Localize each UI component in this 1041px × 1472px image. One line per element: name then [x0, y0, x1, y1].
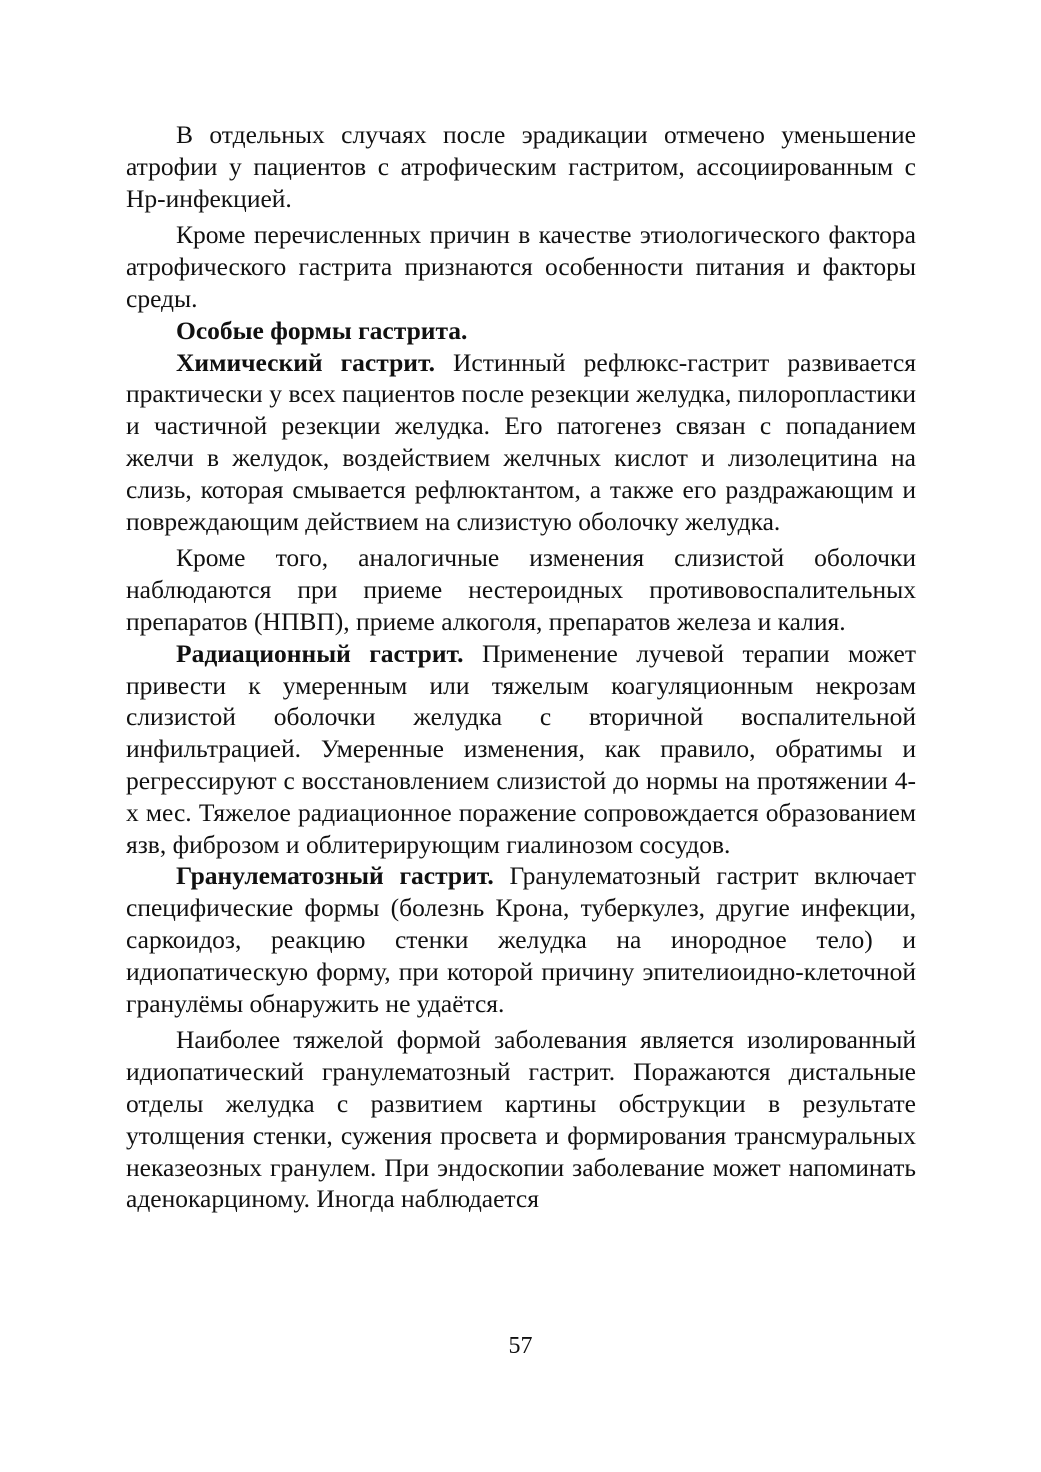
paragraph-text: Гранулематозный гастрит включает специфические формы (болезнь Крона, туберкулез, другие инфекции, саркоидоз, реакцию стенки желудка на инородное тело) и идиопатическую форму, при которой причину эпителиоидно-клеточной гранулёмы обнаружить не удаётся. — [126, 861, 916, 1018]
paragraph-text: Кроме перечисленных причин в качестве этиологического фактора атрофического гастрита признаются особенности питания и факторы среды. — [126, 220, 916, 313]
page-body — [126, 119, 916, 1215]
section-heading: Особые формы гастрита. — [176, 315, 468, 345]
page-number: 57 — [508, 1333, 533, 1359]
paragraph-text: Истинный рефлюкс-гастрит развивается практически у всех пациентов после резекции желудка, пилоропластики и частичной резекции желудка. Его патогенез связан с попаданием желчи в желудок, воздействием желчных кислот и лизолецитина на слизь, которая смывается рефлюктантом, а также его раздражающим и повреждающим действием на слизистую оболочку желудка. — [126, 347, 916, 536]
paragraph-eradication — [126, 119, 916, 214]
paragraph-nsaid — [126, 542, 916, 637]
paragraph-etiology — [126, 219, 916, 314]
paragraph-text: Наиболее тяжелой формой заболевания является изолированный идиопатический гранулематозный гастрит. Поражаются дистальные отделы желудка с развитием картины обструкции в результате утолщения стенки, сужения просвета и формирования трансмуральных неказеозных гранулем. При эндоскопии заболевание может напоминать аденокарциному. Иногда наблюдается — [126, 1025, 916, 1214]
paragraph-text: В отдельных случаях после эрадикации отмечено уменьшение атрофии у пациентов с атрофическим гастритом, ассоциированным с Нр-инфекцией. — [126, 120, 916, 213]
paragraph-idiopathic — [126, 1024, 916, 1215]
paragraph-text: Кроме того, аналогичные изменения слизистой оболочки наблюдаются при приеме нестероидных противовоспалительных препаратов (НПВП), приеме алкоголя, препаратов железа и калия. — [126, 543, 916, 636]
paragraph-granulomatous-gastritis — [126, 860, 916, 1019]
paragraph-chemical-gastritis — [126, 347, 916, 538]
paragraph-radiation-gastritis — [126, 638, 916, 861]
paragraph-text: Применение лучевой терапии может привести к умеренным или тяжелым коагуляционным некрозам слизистой оболочки желудка с вторичной воспалительной инфильтрацией. Умеренные изменения, как правило, обратимы и регрессируют с восстановлением слизистой до нормы на протяжении 4-х мес. Тяжелое радиационное поражение сопровождается образованием язв, фиброзом и облитерирующим гиалинозом сосудов. — [126, 638, 916, 859]
term-chemical-gastritis: Химический гастрит. — [176, 347, 435, 377]
term-radiation-gastritis: Радиационный гастрит. — [176, 638, 464, 668]
term-granulomatous-gastritis: Гранулематозный гастрит. — [176, 861, 494, 891]
